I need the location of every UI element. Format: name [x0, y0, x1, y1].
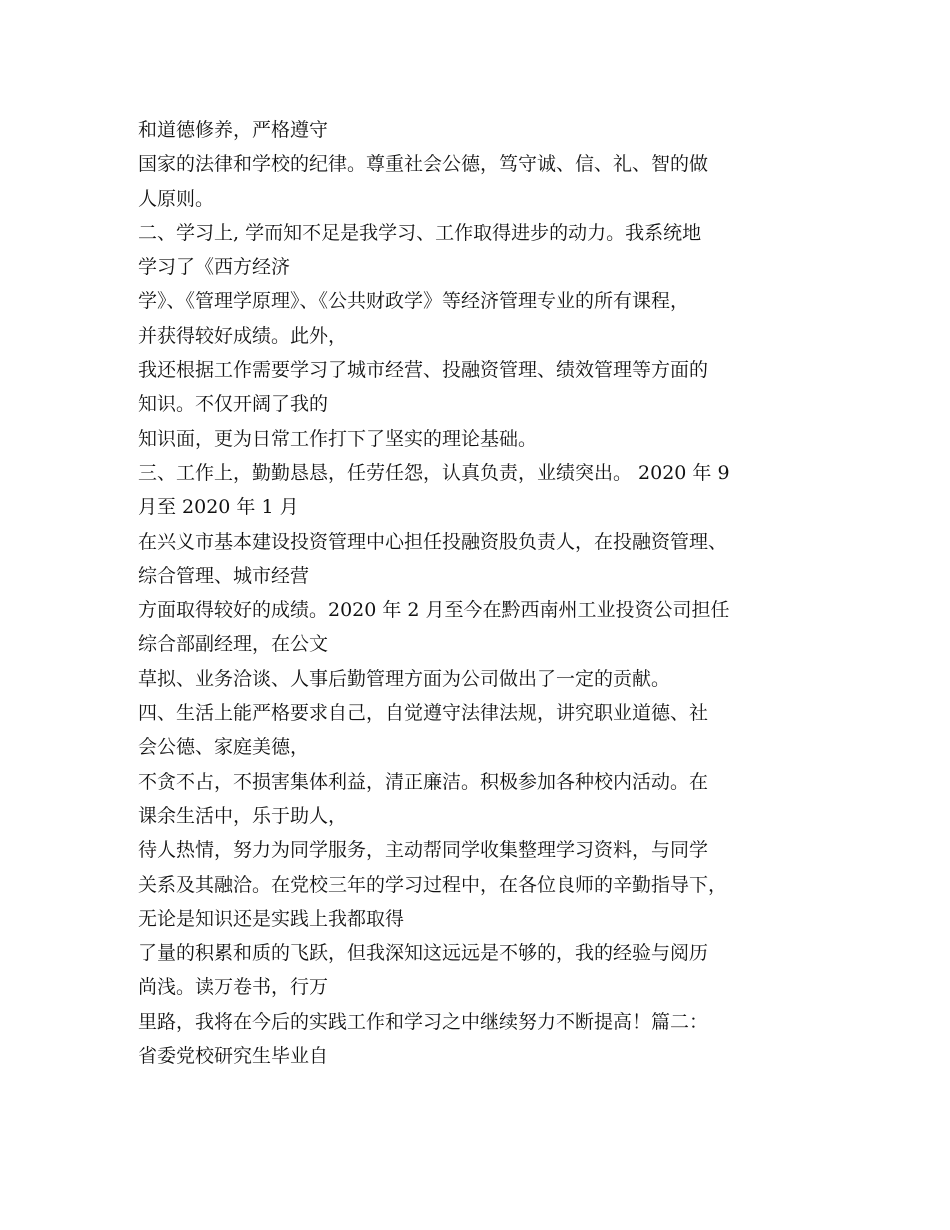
- text-line: 无论是知识还是实践上我都取得: [138, 907, 405, 930]
- text-line: 和道德修养，严格遵守: [138, 119, 329, 141]
- text-line: 月至 2020 年 1 月: [138, 496, 299, 519]
- text-line: 国家的法律和学校的纪律。尊重社会公德，笃守诚、信、礼、智的做: [138, 153, 709, 176]
- text-line: 方面取得较好的成绩。2020 年 2 月至今在黔西南州工业投资公司担任: [138, 599, 730, 622]
- text-line: 三、工作上，勤勤恳恳，任劳任怨，认真负责，业绩突出。 2020 年 9: [138, 461, 730, 484]
- text-line: 待人热情，努力为同学服务，主动帮同学收集整理学习资料，与同学: [138, 839, 709, 862]
- text-line: 草拟、业务洽谈、人事后勤管理方面为公司做出了一定的贡献。: [138, 667, 671, 690]
- text-line: 关系及其融洽。在党校三年的学习过程中，在各位良师的辛勤指导下，: [138, 873, 728, 896]
- text-line: 里路，我将在今后的实践工作和学习之中继续努力不断提高！篇二：: [138, 1010, 709, 1033]
- text-line: 学》、《管理学原理》、《公共财政学》等经济管理专业的所有课程，: [138, 290, 690, 313]
- text-line: 会公德、家庭美德，: [138, 736, 310, 759]
- text-line: 并获得较好成绩。此外，: [138, 324, 348, 347]
- text-line: 我还根据工作需要学习了城市经营、投融资管理、绩效管理等方面的: [138, 359, 709, 382]
- text-line: 综合管理、城市经营: [138, 564, 310, 587]
- text-line: 了量的积累和质的飞跃，但我深知这远远是不够的，我的经验与阅历: [138, 942, 709, 965]
- document-body: [138, 113, 838, 1073]
- text-line: 课余生活中，乐于助人，: [138, 804, 348, 827]
- text-line: 四、生活上能严格要求自己，自觉遵守法律法规，讲究职业道德、社: [138, 702, 709, 725]
- text-line: 不贪不占，不损害集体利益，清正廉洁。积极参加各种校内活动。在: [138, 770, 709, 793]
- text-line: 省委党校研究生毕业自: [138, 1045, 329, 1068]
- text-line: 知识面，更为日常工作打下了坚实的理论基础。: [138, 427, 538, 450]
- text-line: 在兴义市基本建设投资管理中心担任投融资股负责人，在投融资管理、: [138, 530, 728, 553]
- text-line: 学习了《西方经济: [138, 256, 291, 279]
- text-line: 尚浅。读万卷书，行万: [138, 976, 329, 999]
- text-line: 人原则。: [138, 187, 215, 210]
- text-line: 知识。不仅开阔了我的: [138, 393, 329, 416]
- text-line: 二、学习上, 学而知不足是我学习、工作取得进步的动力。我系统地: [138, 221, 702, 244]
- text-line: 综合部副经理，在公文: [138, 633, 329, 656]
